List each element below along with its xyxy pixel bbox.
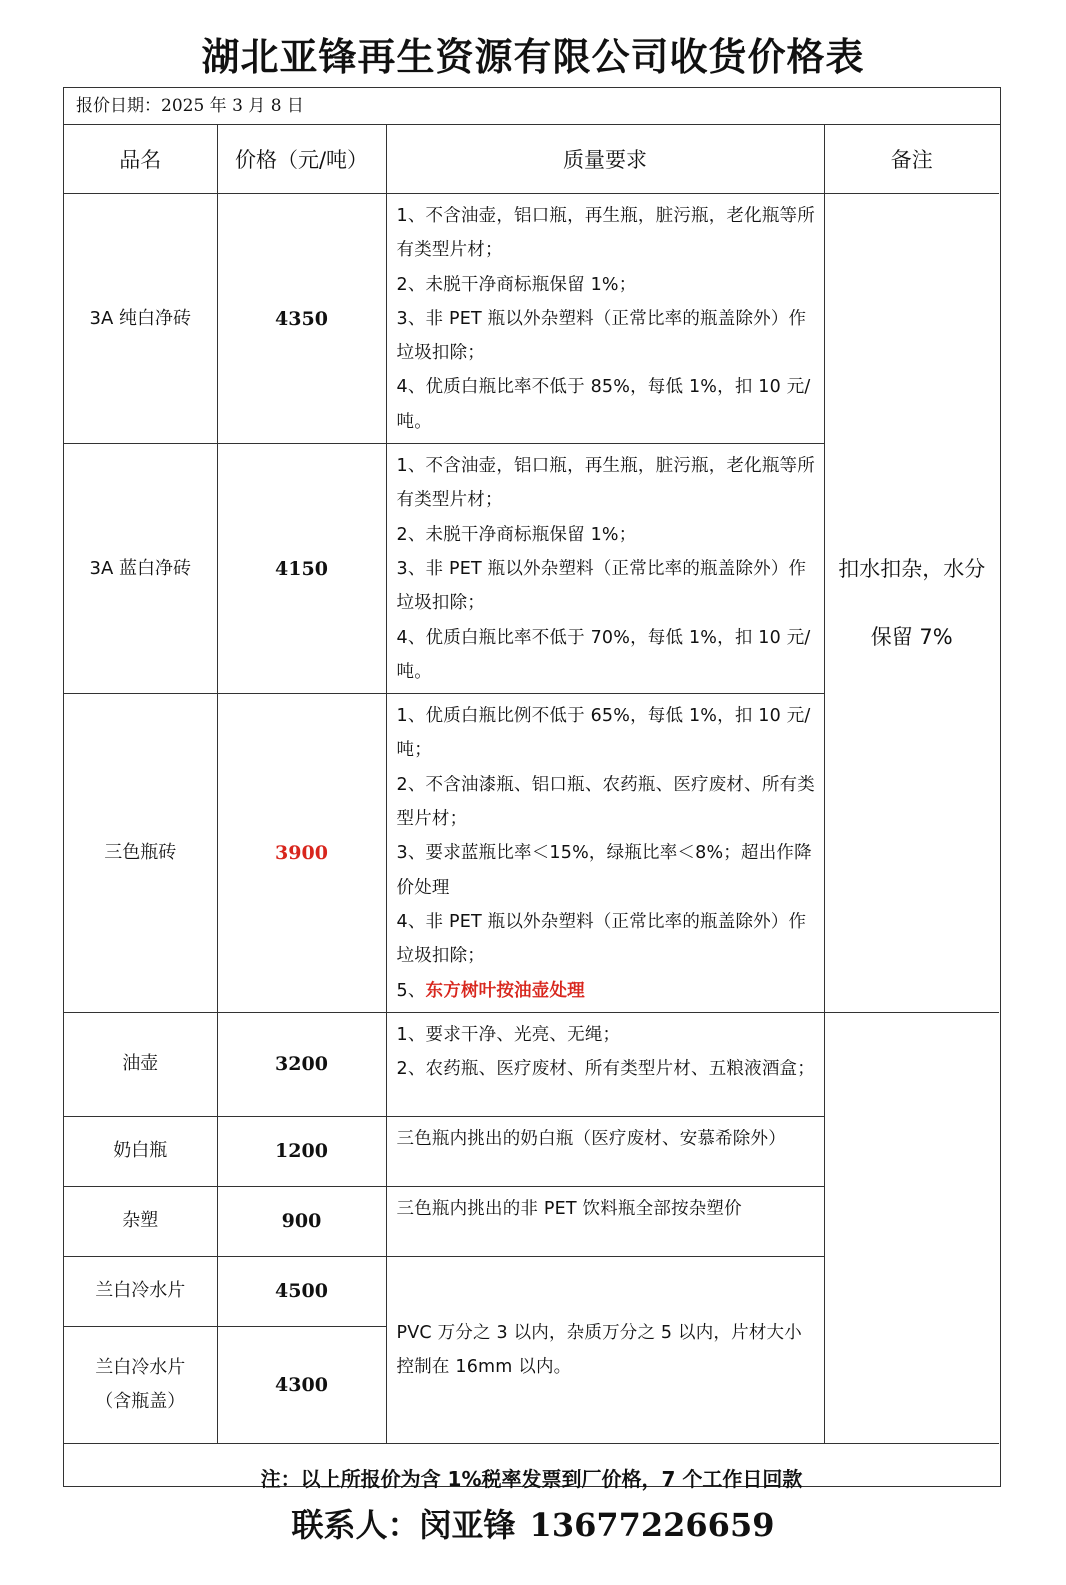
requirement-line: 三色瓶内挑出的奶白瓶（医疗废材、安慕希除外） [396, 1128, 786, 1149]
product-price: 4350 [217, 194, 386, 444]
product-name: 3A 蓝白净砖 [64, 444, 217, 694]
contact-line [0, 1500, 1066, 1546]
quality-requirements [386, 194, 824, 444]
remark-line: 保留 7% [870, 624, 953, 649]
product-name: 油壶 [64, 1012, 217, 1116]
quality-requirements [386, 1256, 824, 1443]
requirement-line: 3、非 PET 瓶以外杂塑料（正常比率的瓶盖除外）作垃圾扣除； [396, 558, 807, 614]
quality-requirements [386, 1116, 824, 1186]
requirement-line: 2、未脱干净商标瓶保留 1%； [396, 274, 637, 295]
product-name: 杂塑 [64, 1186, 217, 1256]
requirement-line: 1、不含油壶，铝口瓶，再生瓶，脏污瓶，老化瓶等所有类型片材； [396, 456, 815, 511]
product-price: 4300 [217, 1326, 386, 1443]
contact-phone: 13677226659 [529, 1506, 775, 1544]
product-name: 三色瓶砖 [64, 694, 217, 1013]
requirement-line: 2、不含油漆瓶、铝口瓶、农药瓶、医疗废材、所有类型片材； [396, 774, 815, 830]
requirement-highlight: 东方树叶按油壶处理 [425, 980, 585, 1001]
header-quality: 质量要求 [386, 125, 824, 194]
requirement-line: 4、优质白瓶比率不低于 70%，每低 1%，扣 10 元/吨。 [396, 627, 811, 682]
remark-line: 扣水扣杂，水分 [838, 556, 986, 581]
quality-requirements [386, 1186, 824, 1256]
product-price: 4500 [217, 1256, 386, 1326]
product-name: 兰白冷水片 [64, 1256, 217, 1326]
product-name: 3A 纯白净砖 [64, 194, 217, 444]
requirement-line: 4、非 PET 瓶以外杂塑料（正常比率的瓶盖除外）作垃圾扣除； [396, 911, 807, 967]
requirement-line: 1、优质白瓶比例不低于 65%，每低 1%，扣 10 元/吨； [396, 706, 811, 761]
contact-label: 联系人：闵亚锋 [291, 1506, 516, 1544]
table-row [64, 194, 999, 444]
header-remark: 备注 [824, 125, 999, 194]
requirement-line: 2、农药瓶、医疗废材、所有类型片材、五粮液酒盒； [396, 1059, 815, 1080]
header-name: 品名 [64, 125, 217, 194]
product-price: 4150 [217, 444, 386, 694]
requirement-line: 1、不含油壶，铝口瓶，再生瓶，脏污瓶，老化瓶等所有类型片材； [396, 206, 815, 261]
price-table [64, 125, 999, 1512]
product-price: 3900 [217, 694, 386, 1013]
product-price: 3200 [217, 1012, 386, 1116]
requirement-line: 4、优质白瓶比率不低于 85%，每低 1%，扣 10 元/吨。 [396, 377, 811, 432]
requirement-line: 三色瓶内挑出的非 PET 饮料瓶全部按杂塑价 [396, 1198, 742, 1219]
footer-note: 注：以上所报价为含 1%税率发票到厂价格，7 个工作日回款 [64, 1443, 999, 1512]
table-row [64, 1012, 999, 1116]
product-name [64, 1326, 217, 1443]
requirement-line: 3、非 PET 瓶以外杂塑料（正常比率的瓶盖除外）作垃圾扣除； [396, 308, 807, 364]
product-price: 1200 [217, 1116, 386, 1186]
product-name-line: 兰白冷水片 [95, 1356, 186, 1378]
requirement-line: 2、未脱干净商标瓶保留 1%； [396, 524, 637, 545]
header-price: 价格（元/吨） [217, 125, 386, 194]
remark-cell [824, 194, 999, 1013]
requirement-line: PVC 万分之 3 以内，杂质万分之 5 以内，片材大小控制在 16mm 以内。 [396, 1323, 802, 1378]
header-row [64, 125, 999, 194]
quality-requirements [386, 1012, 824, 1116]
quality-requirements [386, 694, 824, 1013]
page-title: 湖北亚锋再生资源有限公司收货价格表 [201, 35, 865, 79]
product-name: 奶白瓶 [64, 1116, 217, 1186]
remark-empty-cell [824, 1012, 999, 1443]
requirement-line: 3、要求蓝瓶比率＜15%，绿瓶比率＜8%；超出作降价处理 [396, 843, 812, 898]
quote-date: 报价日期：2025 年 3 月 8 日 [64, 88, 1000, 125]
requirement-line: 1、要求干净、光亮、无绳； [396, 1024, 621, 1045]
requirement-line [397, 974, 816, 1008]
price-sheet [63, 87, 1001, 1492]
quality-requirements [386, 444, 824, 694]
product-name-line: （含瓶盖） [95, 1390, 186, 1412]
product-price: 900 [217, 1186, 386, 1256]
requirement-prefix: 5、 [396, 980, 426, 1001]
